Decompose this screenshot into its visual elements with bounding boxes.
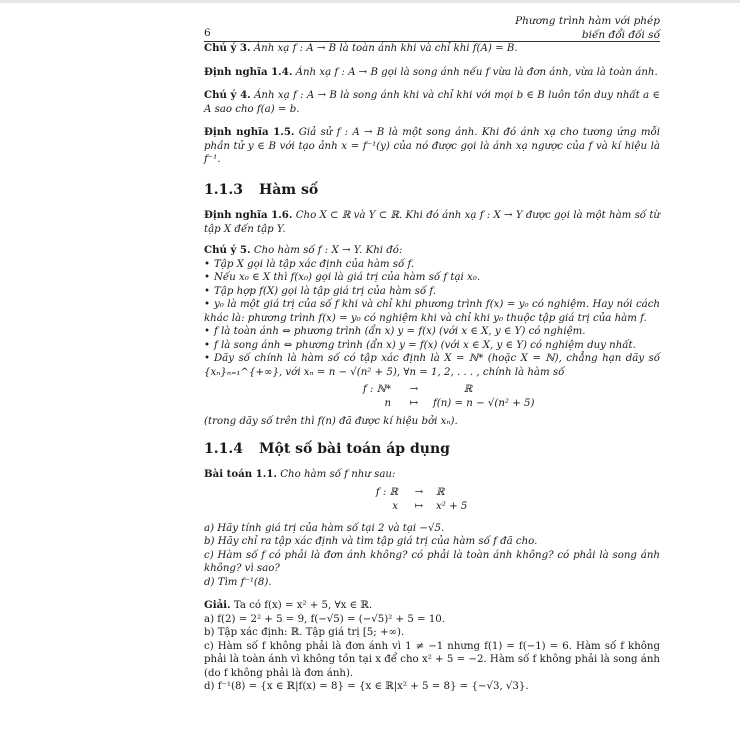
list-item: • y₀ là một giá trị của số f khi và chỉ khi phương trình f(x) = y₀ có nghiệm. Hay nói cách khác là: phương trình f(x) = y₀ có nghiệm khi và chỉ khi y₀ thuộc tập giá trị của hàm f. bbox=[204, 298, 660, 325]
running-title-line2: biến đổi đối số bbox=[581, 29, 660, 41]
remark-5-note: (trong dãy số trên thì f(n) đã được kí hiệu bởi xₙ). bbox=[204, 416, 458, 427]
problem-1-1-label: Bài toán 1.1. bbox=[204, 468, 277, 480]
definition-1-4-text: Ánh xạ f : A → B gọi là song ánh nếu f vừa là đơn ánh, vừa là toàn ánh. bbox=[295, 66, 658, 78]
solution bbox=[204, 599, 660, 694]
definition-1-4-label: Định nghĩa 1.4. bbox=[204, 65, 293, 78]
remark-4 bbox=[204, 89, 660, 116]
problem-part: d) Tìm f⁻¹(8). bbox=[204, 576, 272, 588]
solution-line: c) Hàm số f không phải là đơn ánh vì 1 ≠ −1 nhưng f(1) = f(−1) = 6. Hàm số f không phải là toàn ánh vì không tồn tại x để cho x² + 5 = −2. Hàm số f không phải là song ánh (do f không phải là đơn ánh). bbox=[204, 640, 660, 679]
sequence-map-display bbox=[204, 383, 660, 411]
page-body bbox=[204, 42, 660, 694]
list-item: • Dãy số chính là hàm số có tập xác định là X = ℕ* (hoặc X = ℕ), chẳng hạn dãy số {xₙ}ₙ₌₁^{+∞}, với xₙ = n − √(n² + 5), ∀n = 1, 2, . . . , chính là hàm số bbox=[204, 352, 660, 379]
map-expression: f(n) = n − √(n² + 5) bbox=[433, 398, 535, 409]
definition-1-5 bbox=[204, 126, 660, 167]
map-f-symbol: f : bbox=[362, 384, 374, 395]
remark-5-intro: Cho hàm số f : X → Y. Khi đó: bbox=[253, 245, 403, 256]
map-arrow: → bbox=[414, 486, 424, 498]
remark-3-text: Ánh xạ f : A → B là toàn ánh khi và chỉ khi f(A) = B. bbox=[253, 43, 518, 54]
solution-label: Giải. bbox=[204, 599, 231, 611]
remark-5-label: Chú ý 5. bbox=[204, 244, 251, 256]
section-title: Một số bài toán áp dụng bbox=[258, 440, 450, 457]
section-number: 1.1.3 bbox=[204, 181, 243, 198]
remark-3 bbox=[204, 42, 660, 56]
remark-3-label: Chú ý 3. bbox=[204, 42, 251, 54]
problem-parts bbox=[204, 522, 660, 590]
definition-1-6-label: Định nghĩa 1.6. bbox=[204, 209, 293, 221]
problem-1-1 bbox=[204, 468, 660, 482]
problem-part: a) Hãy tính giá trị của hàm số tại 2 và tại −√5. bbox=[204, 522, 445, 534]
map-mapsto: ↦ bbox=[409, 398, 419, 409]
running-title-line1: Phương trình hàm với phép bbox=[515, 15, 660, 27]
section-heading-1-1-4 bbox=[204, 440, 660, 457]
section-title: Hàm số bbox=[258, 181, 319, 198]
definition-1-4 bbox=[204, 66, 660, 80]
running-header bbox=[460, 14, 660, 42]
page-number: 6 bbox=[204, 27, 211, 39]
definition-1-5-label: Định nghĩa 1.5. bbox=[204, 126, 295, 138]
map-mapsto: ↦ bbox=[414, 500, 424, 512]
problem-map-display bbox=[204, 486, 660, 514]
problem-part: c) Hàm số f có phải là đơn ánh không? có phải là toàn ánh không? có phải là song ánh không? vì sao? bbox=[204, 549, 660, 574]
section-heading-1-1-3 bbox=[204, 181, 660, 198]
solution-line: d) f⁻¹(8) = {x ∈ ℝ|f(x) = 8} = {x ∈ ℝ|x² + 5 = 8} = {−√3, √3}. bbox=[204, 681, 529, 692]
definition-1-6-text: Cho X ⊂ ℝ và Y ⊂ ℝ. Khi đó ánh xạ f : X → Y được gọi là một hàm số từ tập X đến tập Y. bbox=[204, 210, 660, 235]
remark-5-list bbox=[204, 258, 660, 380]
remark-4-label: Chú ý 4. bbox=[204, 89, 251, 101]
list-item: • f là song ánh ⇔ phương trình (ẩn x) y = f(x) (với x ∈ X, y ∈ Y) có nghiệm duy nhất. bbox=[204, 339, 660, 353]
definition-1-6 bbox=[204, 209, 660, 236]
problem-part: b) Hãy chỉ ra tập xác định và tìm tập giá trị của hàm số f đã cho. bbox=[204, 536, 538, 547]
solution-line: b) Tập xác định: ℝ. Tập giá trị [5; +∞). bbox=[204, 627, 405, 638]
map-arrow: → bbox=[409, 384, 419, 395]
problem-1-1-intro: Cho hàm số f như sau: bbox=[280, 469, 396, 480]
list-item: • Tập X gọi là tập xác định của hàm số f. bbox=[204, 258, 660, 272]
solution-first-line: Ta có f(x) = x² + 5, ∀x ∈ ℝ. bbox=[233, 600, 373, 611]
map-codomain: ℝ bbox=[463, 384, 473, 395]
list-item: • Tập hợp f(X) gọi là tập giá trị của hàm số f. bbox=[204, 285, 660, 299]
list-item: • f là toàn ánh ⇔ phương trình (ẩn x) y = f(x) (với x ∈ X, y ∈ Y) có nghiệm. bbox=[204, 325, 660, 339]
map-expression: x² + 5 bbox=[436, 500, 468, 512]
map-domain: f : ℝ bbox=[375, 486, 398, 498]
solution-line: a) f(2) = 2² + 5 = 9, f(−√5) = (−√5)² + 5 = 10. bbox=[204, 613, 446, 625]
map-variable: x bbox=[392, 500, 398, 512]
map-codomain: ℝ bbox=[436, 486, 445, 498]
top-border bbox=[0, 0, 740, 3]
map-domain: ℕ* bbox=[376, 384, 391, 395]
list-item: • Nếu x₀ ∈ X thì f(x₀) gọi là giá trị của hàm số f tại x₀. bbox=[204, 271, 660, 285]
remark-4-text: Ánh xạ f : A → B là song ánh khi và chỉ khi với mọi b ∈ B luôn tồn duy nhất a ∈ A sao cho f(a) = b. bbox=[204, 90, 660, 115]
solution-intro bbox=[204, 599, 660, 613]
map-variable: n bbox=[384, 398, 391, 409]
remark-5 bbox=[204, 244, 660, 258]
section-number: 1.1.4 bbox=[204, 440, 243, 457]
definition-1-5-text: Giả sử f : A → B là một song ánh. Khi đó ánh xạ cho tương ứng mỗi phần tử y ∈ B với tạo ảnh x = f⁻¹(y) của nó được gọi là ánh xạ ngược của f và kí hiệu là f⁻¹. bbox=[204, 127, 660, 165]
